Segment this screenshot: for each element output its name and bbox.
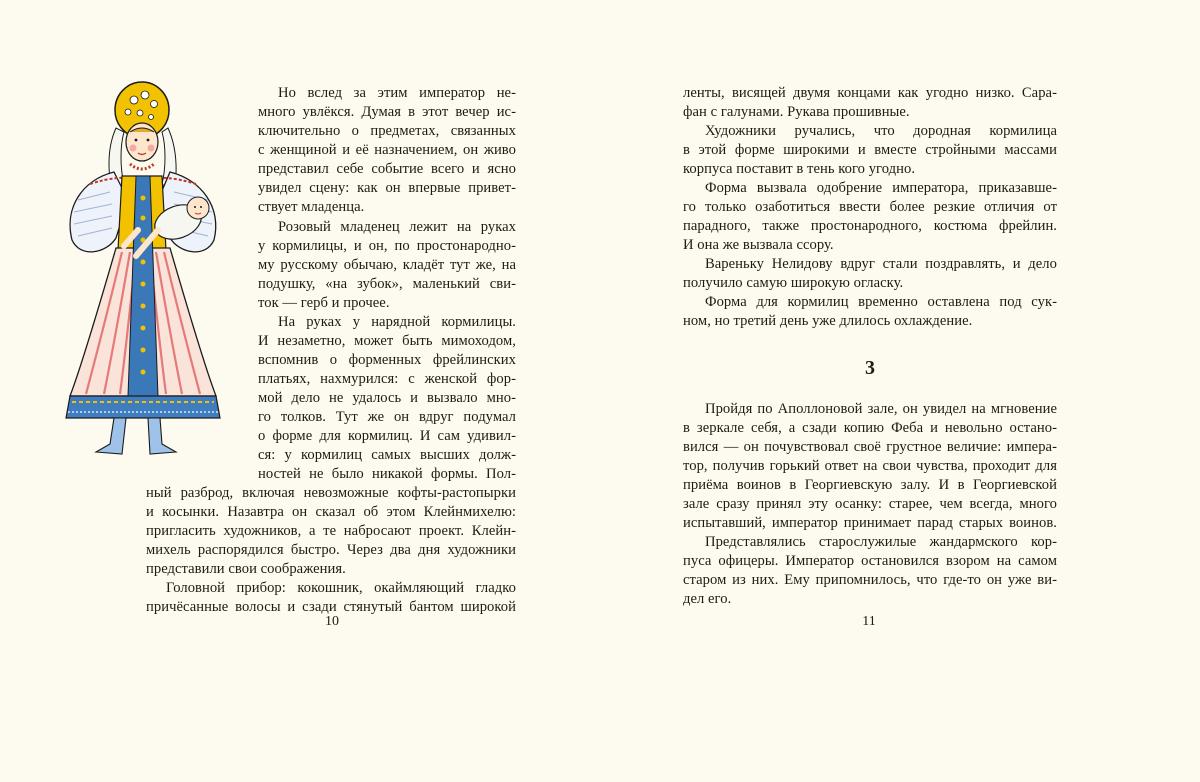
- chapter-number: 3: [865, 357, 875, 379]
- text-line: му русскому обычаю, кладёт тут же, на: [258, 257, 516, 273]
- text-line: у кормилицы, и он, по простонародно-: [258, 238, 516, 254]
- text-line: в этой форме широкими и вместе стройными массами: [683, 142, 1057, 158]
- text-line: ностей не было никакой формы. Пол-: [258, 466, 516, 482]
- page-number: 11: [862, 614, 876, 629]
- text-line: представили свои соображения.: [146, 561, 346, 577]
- text-line: парадного, также простонародного, костюма фрейлин.: [683, 218, 1057, 234]
- text-line: Розовый младенец лежит на руках: [278, 219, 516, 235]
- text-line: много увлёкся. Думая в этот вечер ис-: [258, 104, 516, 120]
- text-line: Форма для кормилиц временно оставлена под сук-: [705, 294, 1057, 310]
- text-line: с женщиной и её назначением, он живо: [258, 142, 516, 158]
- text-line: испытавший, император принимает парад старых воинов.: [683, 515, 1057, 531]
- text-line: ток — герб и прочее.: [258, 295, 390, 311]
- text-line: Пройдя по Аполлоновой зале, он увидел на мгновение: [705, 401, 1057, 417]
- nursemaid-illustration: [50, 80, 236, 460]
- text-line: получило самую широкую огласку.: [683, 275, 904, 291]
- text-line: И незаметно, может быть мимоходом,: [258, 333, 516, 349]
- text-line: ключительно о предметах, связанных: [258, 123, 516, 139]
- text-line: ленты, висящей двумя концами как угодно низко. Сара-: [683, 85, 1057, 101]
- text-line: и косынки. Назавтра он сказал об этом Клейнмихелю:: [146, 504, 516, 520]
- text-line: причёсанные волосы и сзади стянутый бантом широкой: [146, 599, 516, 615]
- text-line: ся: у кормилиц самых высших долж-: [258, 447, 516, 463]
- text-line: Представлялись старослужилые жандармского кор-: [705, 534, 1057, 550]
- text-line: корпуса поставит в тень кого угодно.: [683, 161, 916, 177]
- text-line: тор, получив горький ответ на свои чувства, проходит для: [683, 458, 1057, 474]
- text-line: фан с галунами. Рукава прошивные.: [683, 104, 910, 120]
- text-line: го толков. Тут же он вдруг подумал: [258, 409, 516, 425]
- text-line: о форме для кормилиц. И сам удивил-: [258, 428, 516, 444]
- text-line: вился — он почувствовал своё грустное величие: импера-: [683, 439, 1057, 455]
- text-line: михель распорядился быстро. Через два дня художники: [146, 542, 516, 558]
- text-line: Но вслед за этим император не-: [278, 85, 516, 101]
- text-line: представил себе событие всего и ясно: [258, 161, 516, 177]
- text-line: На руках у нарядной кормилицы.: [278, 314, 516, 330]
- text-line: Художники ручались, что дородная кормилица: [705, 123, 1057, 139]
- text-line: го только озаботиться ввести более резкие отличия от: [683, 199, 1057, 215]
- text-line: старом из них. Ему припомнилось, что где-то он уже ви-: [683, 572, 1057, 588]
- text-line: ном, но третий день уже длилось охлаждение.: [683, 313, 973, 329]
- text-line: увидел сцену: как он впервые привет-: [258, 180, 516, 196]
- text-line: дел его.: [683, 591, 732, 607]
- text-line: Головной прибор: кокошник, окаймляющий гладко: [166, 580, 516, 596]
- text-line: пригласить художников, а те набросают проект. Клейн-: [146, 523, 516, 539]
- text-line: подушку, «на зубок», маленький сви-: [258, 276, 516, 292]
- text-line: в зеркале себя, а сзади копию Феба и невольно остано-: [683, 420, 1057, 436]
- text-line: Вареньку Нелидову вдруг стали поздравлять, и дело: [705, 256, 1057, 272]
- text-line: платьях, нахмурился: с женской фор-: [258, 371, 516, 387]
- text-line: пуса офицеры. Император остановился взором на самом: [683, 553, 1057, 569]
- text-line: вспомнив о форменных фрейлинских: [258, 352, 516, 368]
- text-line: зале сразу принял эту осанку: старее, чем всегда, много: [683, 496, 1057, 512]
- text-line: ствует младенца.: [258, 199, 365, 215]
- text-line: мой дело не удалось и вызвало мно-: [258, 390, 516, 406]
- text-line: Форма вызвала одобрение императора, приказавше-: [705, 180, 1057, 196]
- text-line: И она же вызвала ссору.: [683, 237, 834, 253]
- text-line: ный разброд, включая невозможные кофты-растопырки: [146, 485, 516, 501]
- page-number: 10: [325, 614, 339, 629]
- text-line: приёма воинов в Георгиевскую залу. И в Георгиевской: [683, 477, 1057, 493]
